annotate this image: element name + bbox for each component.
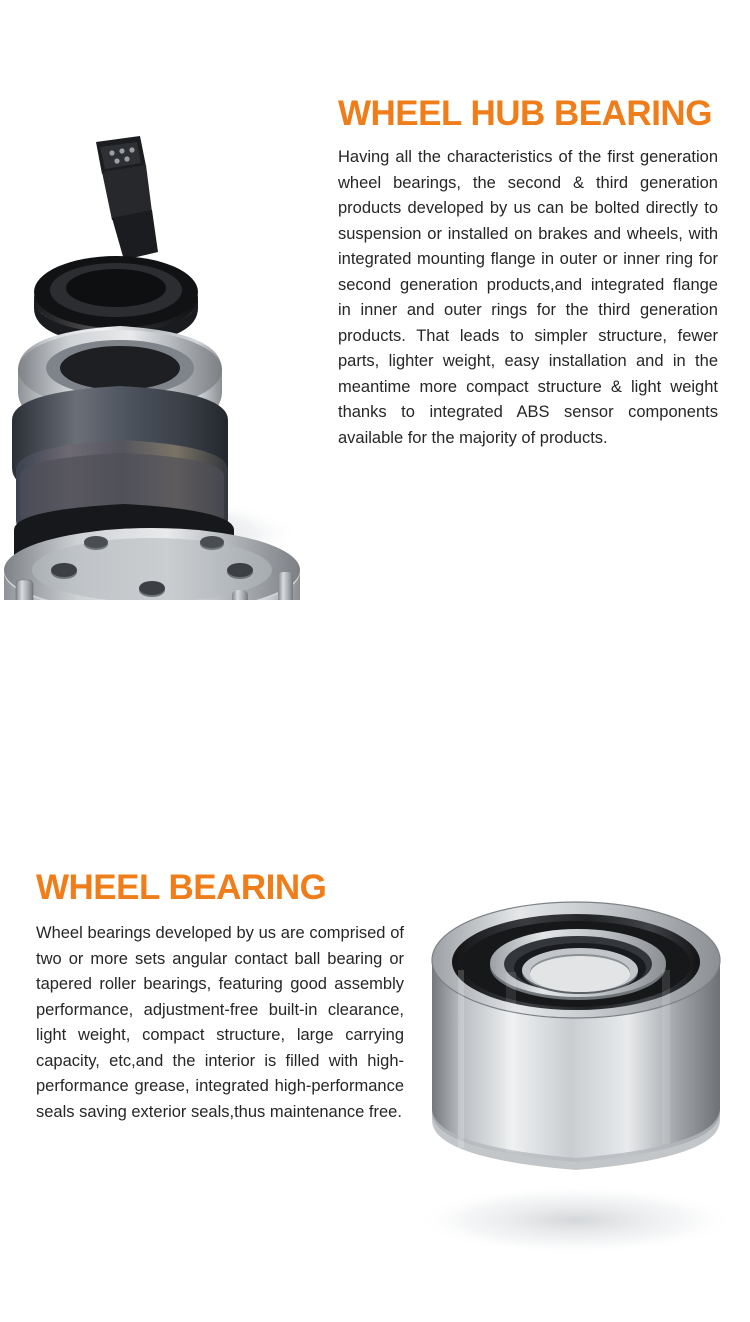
wheel-bearing-illustration [410, 820, 750, 1260]
abs-sensor-connector [96, 136, 158, 260]
section-wheel-bearing [0, 820, 750, 1320]
section-one-text-block [338, 96, 718, 451]
wheel-hub-bearing-description: Having all the characteristics of the first generation wheel bearings, the second & third generation products developed by us can be bolted directly to suspension or installed on brakes and wheels, with integrated mounting flange in outer or inner ring for second generation products,and integrated flange in inner and outer rings for the third generation products. That leads to simpler structure, fewer parts, lighter weight, easy installation and in the meantime more compact structure & light weight thanks to integrated ABS sensor components available for the majority of products. [338, 148, 718, 447]
wheel-bearing-photo [410, 820, 750, 1260]
section-title-wheel-bearing: WHEEL BEARING [36, 868, 327, 907]
wheel-hub-bearing-photo [0, 120, 320, 600]
section-two-text-block [36, 870, 404, 1125]
page-title: WHEEL HUB BEARING [338, 94, 712, 133]
section-wheel-hub-bearing [0, 0, 750, 640]
wheel-hub-bearing-illustration [0, 120, 320, 600]
wheel-bearing-description: Wheel bearings developed by us are comprised of two or more sets angular contact ball bearing or tapered roller bearings, featuring good assembly performance, adjustment-free built-in clearance, light weight, compact structure, large carrying capacity, etc,and the interior is filled with high-performance grease, integrated high-performance seals saving exterior seals,thus maintenance free. [36, 924, 404, 1121]
